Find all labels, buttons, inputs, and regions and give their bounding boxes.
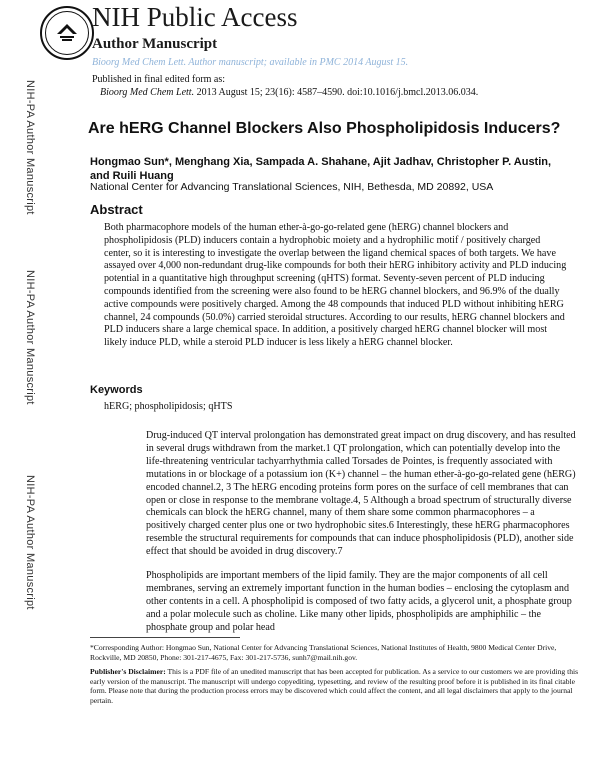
citation-journal: Bioorg Med Chem Lett. — [100, 87, 195, 98]
published-label: Published in final edited form as: — [92, 74, 226, 85]
nih-logo-seal — [40, 6, 94, 60]
affiliation: National Center for Advancing Translational Sciences, NIH, Bethesda, MD 20892, USA — [90, 181, 494, 193]
abstract-heading: Abstract — [90, 202, 143, 217]
side-label-top: NIH-PA Author Manuscript — [24, 80, 36, 215]
citation-line — [100, 87, 478, 98]
article-title: Are hERG Channel Blockers Also Phospholipidosis Inducers? — [88, 120, 561, 137]
footnote-divider — [90, 637, 240, 638]
author-line-1: Hongmao Sun*, Menghang Xia, Sampada A. Shahane, Ajit Jadhav, Christopher P. Austin, — [90, 156, 552, 168]
author-manuscript-label: Author Manuscript — [92, 36, 218, 52]
side-label-bottom: NIH-PA Author Manuscript — [24, 475, 36, 610]
side-label-middle: NIH-PA Author Manuscript — [24, 270, 36, 405]
eagle-emblem-icon — [55, 20, 79, 44]
author-list — [90, 155, 560, 183]
author-line-2: and Ruili Huang — [90, 170, 174, 182]
journal-availability-line[interactable]: Bioorg Med Chem Lett. Author manuscript; available in PMC 2014 August 15. — [92, 57, 409, 68]
keywords-heading: Keywords — [90, 384, 143, 396]
nih-public-access-title: NIH Public Access — [92, 2, 298, 32]
corresponding-author-footnote: *Corresponding Author: Hongmao Sun, National Center for Advancing Translational Sciences, National Institutes of Health, 9800 Medical Center Drive, Rockville, MD 20850, Phone: 301-217-4675, Fax: 301-217-5736, sunh7@mail.nih.gov. — [90, 643, 557, 662]
body-paragraph-1: Drug-induced QT interval prolongation has demonstrated great impact on drug discovery, and has resulted in several drugs withdrawn from the market.1 QT prolongation, which can potentially develop into the life-threatening ventricular tachyarrhythmia called Torsades de Pointes, is frequently associated with mutations in or blockage of a potassium ion (K+) channel – the human ether-à-go-go-related gene (hERG) encoded channel.2, 3 The hERG encoding proteins form pores on the surface of cell membranes that can open or close in response to the membrane voltage.4, 5 Although a broad spectrum of structurally diverse chemicals can block the hERG channel, many of them share some common pharmacophores – a positively charged center plus one or two hydrophobic sites.6 Interestingly, these hERG pharmacophores resemble the structural requirements for compounds that can induce phospholipidosis (PLD), another side effect that should be avoided in drug discovery.7 — [146, 430, 576, 558]
abstract-text: Both pharmacophore models of the human ether-à-go-go-related gene (hERG) channel blockers and phospholipidosis (PLD) inducers contain a hydrophobic moiety and a hydrophilic motif / positively charged center, so it is interesting to investigate the overlap between the ligand chemical spaces of both targets. We have assayed over 4,000 non-redundant drug-like compounds for both their hERG inhibitory activity and PLD inducing potential in a quantitative high throughput screening (qHTS) format. Seventy-seven percent of PLD inducing compounds identified from the screening were also found to be hERG channel blockers, and 96.9% of the dually active compounds were positively charged. Among the 48 compounds that induced PLD without inhibiting hERG channel, 24 compounds (50.0%) carried steroidal structures. According to our results, hERG channel blockers and PLD inducers share a large chemical space. In addition, a positively charged hERG channel blocker will most likely induce PLD, while a steroid PLD inducer is less likely a hERG channel blocker. — [104, 222, 567, 349]
body-paragraph-2: Phospholipids are important members of the lipid family. They are the major components of all cell membranes, serving an extremely important function in the human bodies – enclosing the cytoplasm and other contents in a cell. A phospholipid is composed of two fatty acids, a glycerol unit, a phosphate group and a polar molecule such as choline. Like many other lipids, phospholipids are amphiphilic – the phosphate group and polar head — [146, 570, 572, 633]
disclaimer-text: This is a PDF file of an unedited manuscript that has been accepted for publication. As a service to our customers we are providing this early version of the manuscript. The manuscript will undergo copyediting, typesetting, and review of the resulting proof before it is published in its final citable form. Please note that during the production process errors may be discovered which could affect the content, and all legal disclaimers that apply to the journal pertain. — [90, 667, 579, 705]
disclaimer-label: Publisher's Disclaimer: — [90, 667, 166, 676]
keywords-list: hERG; phospholipidosis; qHTS — [104, 401, 233, 412]
citation-details: 2013 August 15; 23(16): 4587–4590. doi:10.1016/j.bmcl.2013.06.034. — [194, 87, 479, 98]
publisher-disclaimer — [90, 667, 580, 705]
